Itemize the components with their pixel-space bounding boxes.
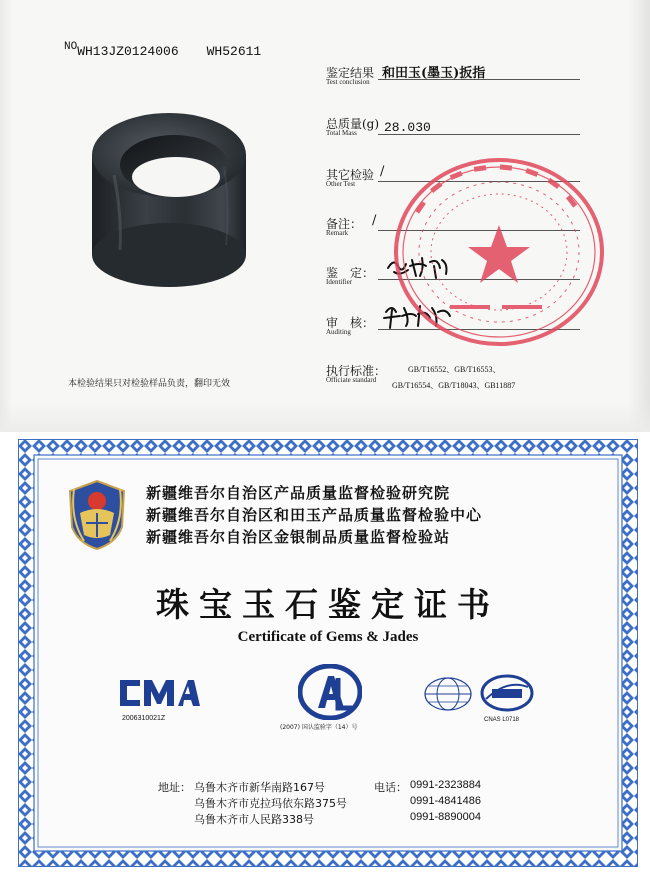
address-1: 乌鲁木齐市新华南路167号: [194, 781, 325, 794]
remark-value: /: [372, 213, 377, 228]
conclusion-label-en: Test conclusion: [326, 78, 370, 86]
organization-list: [146, 482, 482, 548]
jade-ring-photo: [84, 105, 254, 295]
auditing-label-en: Auditing: [326, 328, 351, 336]
other-test-value: /: [380, 164, 385, 179]
standard-line-2: GB/T16554、GB/T18043、GB11887: [392, 381, 516, 390]
certificate-cover: [18, 439, 638, 867]
mass-label-en: Total Mass: [326, 129, 357, 137]
phone-label: 电话：: [374, 781, 407, 794]
phone-2: 0991-4841486: [410, 795, 481, 807]
report-code: WH13JZ0124006: [77, 44, 179, 59]
field-mass: [326, 113, 586, 137]
standard-label-en: Officiate standard: [326, 376, 377, 384]
quality-supervision-emblem-icon: [66, 479, 128, 551]
other-test-label: 其它检验: [326, 168, 375, 182]
other-test-label-en: Other Test: [326, 180, 356, 188]
cma-logo-icon: [118, 676, 200, 710]
standard-label: 执行标准：: [326, 364, 387, 378]
remark-label: 备注：: [326, 217, 363, 231]
ilac-mra-logo-icon: [423, 676, 473, 712]
conclusion-value: 和田玉(墨玉)扳指: [382, 66, 486, 81]
conclusion-label: 鉴定结果: [326, 66, 375, 80]
cnas-logo-icon: [480, 673, 534, 713]
field-conclusion: [326, 62, 586, 86]
identifier-label-en: Identifier: [326, 278, 353, 286]
disclaimer-text: 本检验结果只对检验样品负责，翻印无效: [68, 379, 231, 389]
certificate-title-cn: 珠宝玉石鉴定证书: [156, 585, 500, 624]
mass-label: 总质量(g): [326, 117, 380, 131]
mass-value: 28.030: [384, 120, 431, 135]
phone-3: 0991-8890004: [410, 811, 481, 823]
standard-line-1: GB/T16552、GB/T16553、: [408, 365, 501, 374]
cma-number: 2006310021Z: [122, 715, 166, 722]
red-seal-stamp: [390, 155, 608, 350]
certificate-title-en: Certificate of Gems & Jades: [237, 629, 419, 645]
organization-3: 新疆维吾尔自治区金银制品质量监督检验站: [146, 528, 451, 546]
remark-label-en: Remark: [326, 229, 349, 237]
organization-2: 新疆维吾尔自治区和田玉产品质量监督检验中心: [146, 506, 483, 524]
identifier-label: 鉴 定：: [326, 266, 375, 280]
address-label: 地址：: [158, 781, 191, 794]
sample-code: WH52611: [206, 44, 262, 59]
report-number: [64, 41, 262, 59]
phone-1: 0991-2323884: [410, 779, 481, 791]
report-number-label: NO: [64, 41, 78, 53]
test-report-card: [0, 0, 650, 432]
address-3: 乌鲁木齐市人民路338号: [194, 813, 314, 826]
cal-logo-icon: [298, 664, 362, 720]
auditing-label: 审 核：: [326, 316, 375, 330]
address-2: 乌鲁木齐市克拉玛依东路375号: [194, 797, 347, 810]
cal-number: (2007) 国认监验字（14）号: [280, 724, 358, 731]
organization-1: 新疆维吾尔自治区产品质量监督检验研究院: [146, 484, 451, 502]
cnas-number: CNAS L0718: [484, 717, 520, 723]
